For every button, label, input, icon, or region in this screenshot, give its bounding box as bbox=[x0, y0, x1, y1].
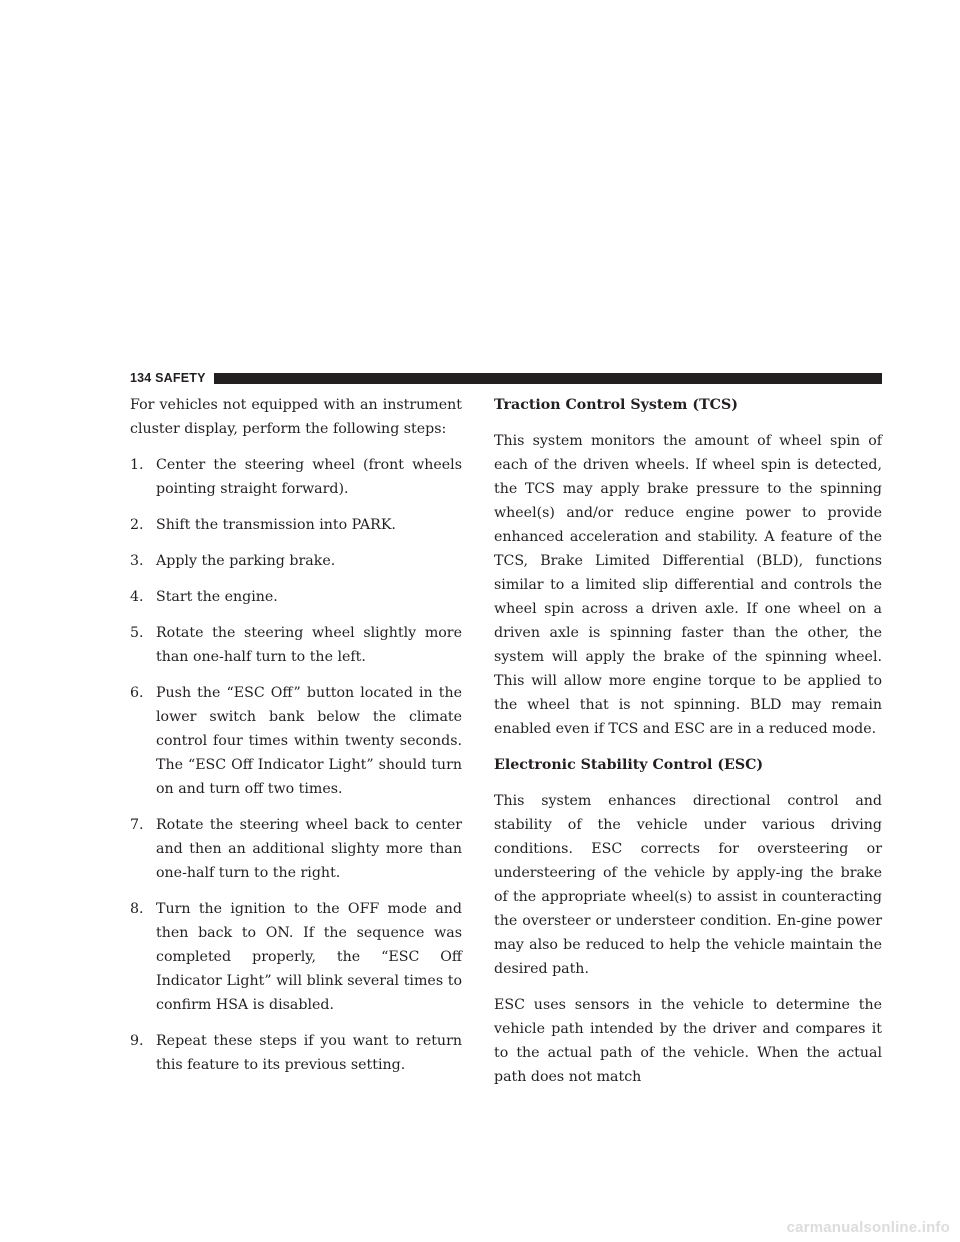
step-text: Center the steering wheel (front wheels pointing straight forward). bbox=[156, 457, 462, 497]
step-item: 1. Center the steering wheel (front wheels pointing straight forward). bbox=[130, 453, 462, 501]
step-text: Rotate the steering wheel slightly more than one-half turn to the left. bbox=[156, 625, 462, 665]
step-item: 3. Apply the parking brake. bbox=[130, 549, 462, 573]
esc-paragraph-1: This system enhances directional control and stability of the vehicle under various driving conditions. ESC corrects for oversteering or understeering of the vehicle by apply-ing the brake of the appropriate wheel(s) to assist in counteracting the oversteer or understeer condition. En-gine power may also be reduced to help the vehicle maintain the desired path. bbox=[494, 793, 882, 977]
page-header bbox=[130, 371, 882, 385]
step-text: Turn the ignition to the OFF mode and then back to ON. If the sequence was completed properly, the “ESC Off Indicator Light” will blink several times to confirm HSA is disabled. bbox=[156, 901, 462, 1013]
esc-paragraph-2: ESC uses sensors in the vehicle to determine the vehicle path intended by the driver and compares it to the actual path of the vehicle. When the actual path does not match bbox=[494, 997, 882, 1085]
step-text: Shift the transmission into PARK. bbox=[156, 517, 396, 533]
step-text: Push the “ESC Off” button located in the lower switch bank below the climate control four times within twenty seconds. The “ESC Off Indicator Light” should turn on and turn off two times. bbox=[156, 685, 462, 797]
esc-heading: Electronic Stability Control (ESC) bbox=[494, 757, 764, 773]
step-text: Rotate the steering wheel back to center and then an additional slighty more than one-half turn to the right. bbox=[156, 817, 462, 881]
site-watermark: carmanualsonline.info bbox=[786, 1219, 950, 1236]
step-item: 9. Repeat these steps if you want to return this feature to its previous setting. bbox=[130, 1029, 462, 1077]
intro-paragraph: For vehicles not equipped with an instrument cluster display, perform the following steps: bbox=[130, 397, 462, 437]
page-number-section: 134 SAFETY bbox=[130, 371, 206, 385]
tcs-heading: Traction Control System (TCS) bbox=[494, 397, 738, 413]
step-text: Repeat these steps if you want to return this feature to its previous setting. bbox=[156, 1033, 462, 1073]
step-text: Apply the parking brake. bbox=[156, 553, 336, 569]
step-item: 5. Rotate the steering wheel slightly more than one-half turn to the left. bbox=[130, 621, 462, 669]
steps-list bbox=[130, 453, 462, 1077]
left-column bbox=[130, 393, 462, 1089]
step-text: Start the engine. bbox=[156, 589, 278, 605]
step-item: 4. Start the engine. bbox=[130, 585, 462, 609]
header-rule bbox=[214, 373, 882, 384]
step-item: 8. Turn the ignition to the OFF mode and then back to ON. If the sequence was completed properly, the “ESC Off Indicator Light” will blink several times to confirm HSA is disabled. bbox=[130, 897, 462, 1017]
step-item: 6. Push the “ESC Off” button located in the lower switch bank below the climate control four times within twenty seconds. The “ESC Off Indicator Light” should turn on and turn off two times. bbox=[130, 681, 462, 801]
step-item: 7. Rotate the steering wheel back to center and then an additional slighty more than one-half turn to the right. bbox=[130, 813, 462, 885]
right-column bbox=[494, 393, 882, 1101]
step-item: 2. Shift the transmission into PARK. bbox=[130, 513, 462, 537]
tcs-paragraph: This system monitors the amount of wheel spin of each of the driven wheels. If wheel spin is detected, the TCS may apply brake pressure to the spinning wheel(s) and/or reduce engine power to provide enhanced acceleration and stability. A feature of the TCS, Brake Limited Differential (BLD), functions similar to a limited slip differential and controls the wheel spin across a driven axle. If one wheel on a driven axle is spinning faster than the other, the system will apply the brake of the spinning wheel. This will allow more engine torque to be applied to the wheel that is not spinning. BLD may remain enabled even if TCS and ESC are in a reduced mode. bbox=[494, 433, 882, 737]
